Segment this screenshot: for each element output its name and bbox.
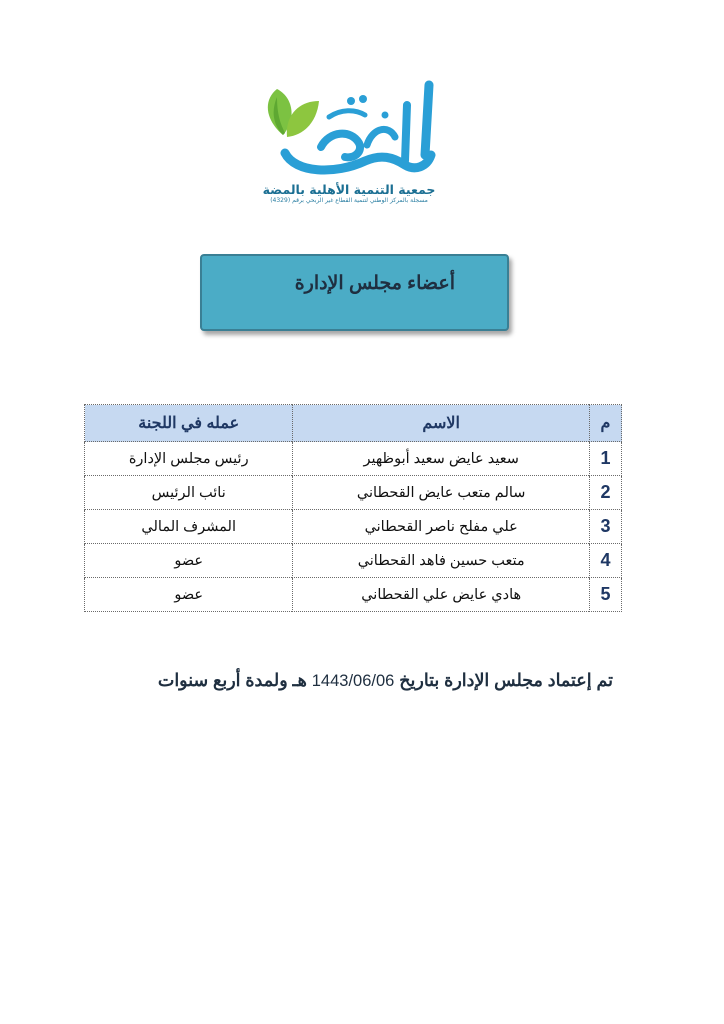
row-name: هادي عايض علي القحطاني bbox=[293, 578, 590, 612]
row-num: 5 bbox=[589, 578, 621, 612]
table-row bbox=[85, 442, 622, 476]
approval-statement bbox=[60, 670, 613, 691]
table-row bbox=[85, 510, 622, 544]
leaf-icon bbox=[287, 101, 319, 137]
logo-emblem bbox=[255, 75, 445, 185]
table-row bbox=[85, 476, 622, 510]
logo-stroke-icon bbox=[329, 111, 365, 117]
logo-stroke-icon bbox=[367, 129, 395, 145]
table-row bbox=[85, 578, 622, 612]
approval-text: تم إعتماد مجلس الإدارة بتاريخ bbox=[399, 670, 613, 690]
approval-duration: هـ ولمدة أربع سنوات bbox=[157, 670, 307, 690]
header-num: م bbox=[589, 405, 621, 442]
row-num: 1 bbox=[589, 442, 621, 476]
row-role: نائب الرئيس bbox=[85, 476, 293, 510]
logo-dot-icon bbox=[347, 97, 355, 105]
logo-stroke-icon bbox=[405, 105, 407, 161]
table-row bbox=[85, 544, 622, 578]
members-table bbox=[84, 404, 622, 612]
row-num: 3 bbox=[589, 510, 621, 544]
logo-dot-icon bbox=[382, 112, 389, 119]
row-role: عضو bbox=[85, 544, 293, 578]
row-num: 2 bbox=[589, 476, 621, 510]
row-name: سعيد عايض سعيد أبوظهير bbox=[293, 442, 590, 476]
row-num: 4 bbox=[589, 544, 621, 578]
row-name: سالم متعب عايض القحطاني bbox=[293, 476, 590, 510]
row-name: علي مفلح ناصر القحطاني bbox=[293, 510, 590, 544]
row-name: متعب حسين فاهد القحطاني bbox=[293, 544, 590, 578]
organization-name: جمعية التنمية الأهلية بالمضة bbox=[262, 182, 436, 197]
row-role: المشرف المالي bbox=[85, 510, 293, 544]
logo-stroke-icon bbox=[321, 134, 360, 158]
organization-registration: مسجلة بالمركز الوطني لتنمية القطاع غير الربحي برقم (4329) bbox=[270, 197, 428, 204]
table-header-row bbox=[85, 405, 622, 442]
logo-dot-icon bbox=[359, 95, 367, 103]
approval-date: 1443/06/06 bbox=[311, 672, 395, 690]
row-role: رئيس مجلس الإدارة bbox=[85, 442, 293, 476]
header-role: عمله في اللجنة bbox=[85, 405, 293, 442]
row-role: عضو bbox=[85, 578, 293, 612]
header-name: الاسم bbox=[293, 405, 590, 442]
page-title-box bbox=[200, 254, 509, 331]
logo-stroke-icon bbox=[425, 85, 429, 155]
page-title: أعضاء مجلس الإدارة bbox=[294, 273, 455, 294]
